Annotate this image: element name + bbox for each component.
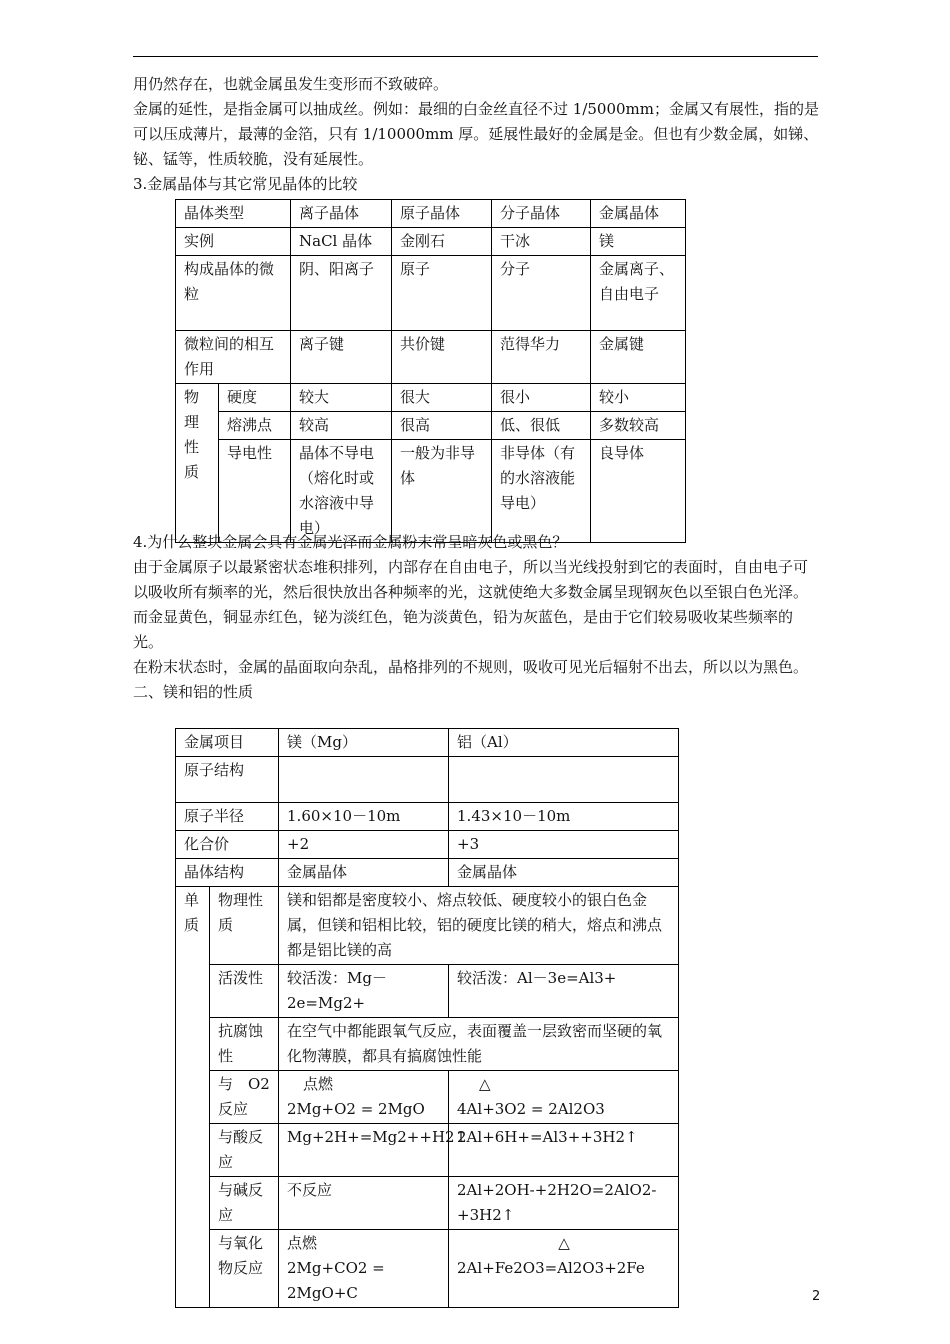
table-cell: 低、很低 [492, 412, 591, 440]
table-cell: 不反应 [279, 1177, 449, 1230]
equation: 2Mg+CO2 = 2MgO+C [287, 1259, 385, 1302]
paragraph-luster: 由于金属原子以最紧密状态堆积排列，内部存在自由电子，所以当光线投射到它的表面时，自由电子可以吸收所有频率的光，然后很快放出各种频率的光，这就使绝大多数金属呈现钢灰色以至银白色光泽。而金显黄色，铜显赤红色，铋为淡红色，铯为淡黄色，铅为灰蓝色，是由于它们较易吸收某些频率的光。 [133, 558, 809, 651]
header-rule [133, 56, 818, 57]
table-row [176, 859, 679, 887]
table-row [176, 256, 686, 331]
table-row [176, 1124, 679, 1177]
table-row [176, 803, 679, 831]
table-cell: 1.60×10－10m [279, 803, 449, 831]
equation: 2Al+Fe2O3=Al2O3+2Fe [457, 1259, 645, 1277]
paragraph-ductility: 金属的延性，是指金属可以抽成丝。例如：最细的白金丝直径不过 1/5000mm；金属又有展性，指的是可以压成薄片，最薄的金箔，只有 1/10000mm 厚。延展性最好的金属是金。但也有少数金属，如锑、铋、锰等，性质较脆，没有延展性。 [133, 100, 819, 168]
table-row [176, 1177, 679, 1230]
table-cell: 较小 [591, 384, 686, 412]
table-cell: 干冰 [492, 228, 591, 256]
table-cell: 金属晶体 [279, 859, 449, 887]
table-cell: 较活泼：Al－3e=Al3+ [449, 965, 679, 1018]
table-cell: 范得华力 [492, 331, 591, 384]
table-cell: 与酸反应 [210, 1124, 279, 1177]
ignite-condition: 点燃 [303, 1075, 334, 1093]
table-cell: 镁和铝都是密度较小、熔点较低、硬度较小的银白色金属，但镁和铝相比较，铝的硬度比镁的稍大，熔点和沸点都是铝比镁的高 [279, 887, 679, 965]
table-cell: 硬度 [219, 384, 291, 412]
table-row [176, 200, 686, 228]
table-cell: 良导体 [591, 440, 686, 543]
table-cell: NaCl 晶体 [291, 228, 392, 256]
table-cell: 较大 [291, 384, 392, 412]
table-cell: 物理性质 [176, 384, 219, 543]
equation: 2Mg+O2 = 2MgO [287, 1100, 425, 1118]
equation: 4Al+3O2 = 2Al2O3 [457, 1100, 605, 1118]
table-cell [449, 1071, 679, 1124]
page-number: 2 [812, 1289, 821, 1304]
table-cell: 很小 [492, 384, 591, 412]
table-row [176, 1230, 679, 1308]
table-row [176, 384, 686, 412]
table-cell [279, 757, 449, 803]
table-cell: Mg+2H+=Mg2++H2↑ [279, 1124, 449, 1177]
table-cell: 铝（Al） [449, 729, 679, 757]
table-cell: 2Al+6H+=Al3++3H2↑ [449, 1124, 679, 1177]
table-cell [449, 757, 679, 803]
table-cell: 金刚石 [392, 228, 492, 256]
paragraph-continuation: 用仍然存在，也就金属虽发生变形而不致破碎。 [133, 75, 449, 93]
table-cell: 一般为非导体 [392, 440, 492, 543]
table-cell: 与碱反应 [210, 1177, 279, 1230]
table-cell: 金属晶体 [449, 859, 679, 887]
table-cell: 活泼性 [210, 965, 279, 1018]
crystal-comparison-table [175, 199, 686, 543]
table-cell [449, 1230, 679, 1308]
table-cell: 单质 [176, 887, 210, 1308]
paragraph-powder: 在粉末状态时，金属的晶面取向杂乱，晶格排列的不规则，吸收可见光后辐射不出去，所以以为黑色。 [133, 658, 809, 676]
table-cell: 原子半径 [176, 803, 279, 831]
table-cell: 晶体结构 [176, 859, 279, 887]
table-cell: 原子 [392, 256, 492, 331]
table-cell: 多数较高 [591, 412, 686, 440]
table-cell: 较活泼：Mg－2e=Mg2+ [279, 965, 449, 1018]
table-row [176, 757, 679, 803]
table-row [176, 965, 679, 1018]
section-heading-3: 3.金属晶体与其它常见晶体的比较 [133, 175, 358, 193]
table-row [176, 1071, 679, 1124]
table-cell: 很大 [392, 384, 492, 412]
table-row [176, 228, 686, 256]
table-cell: 非导体（有的水溶液能导电） [492, 440, 591, 543]
table-cell: 化合价 [176, 831, 279, 859]
table-cell: 晶体不导电（熔化时或水溶液中导电） [291, 440, 392, 543]
table-row [176, 729, 679, 757]
table-cell: 微粒间的相互作用 [176, 331, 291, 384]
table-cell: 构成晶体的微粒 [176, 256, 291, 331]
table-row [176, 440, 686, 543]
table-cell: +3 [449, 831, 679, 859]
table-cell: 较高 [291, 412, 392, 440]
table-cell [279, 1230, 449, 1308]
top-text [133, 72, 821, 197]
table-cell: 共价键 [392, 331, 492, 384]
table-cell: 与 O2 反应 [210, 1071, 279, 1124]
table-cell: +2 [279, 831, 449, 859]
table-cell: 金属离子、自由电子 [591, 256, 686, 331]
table-cell: 金属键 [591, 331, 686, 384]
table-cell: 原子晶体 [392, 200, 492, 228]
ignite-condition: 点燃 [287, 1234, 318, 1252]
table-cell: 抗腐蚀性 [210, 1018, 279, 1071]
mg-al-table [175, 728, 679, 1308]
table-cell: 离子键 [291, 331, 392, 384]
table-cell: 物理性质 [210, 887, 279, 965]
table-cell: 很高 [392, 412, 492, 440]
table-cell: 晶体类型 [176, 200, 291, 228]
table-cell: 导电性 [219, 440, 291, 543]
table-cell: 金属项目 [176, 729, 279, 757]
section-heading-4: 4.为什么整块金属会具有金属光泽而金属粉末常呈暗灰色或黑色？ [133, 533, 568, 551]
table-row [176, 1018, 679, 1071]
table-cell: 实例 [176, 228, 291, 256]
table-cell: 在空气中都能跟氧气反应，表面覆盖一层致密而坚硬的氧化物薄膜，都具有搞腐蚀性能 [279, 1018, 679, 1071]
table-cell: 分子 [492, 256, 591, 331]
table-cell: 原子结构 [176, 757, 279, 803]
table-cell: 分子晶体 [492, 200, 591, 228]
table-cell: 离子晶体 [291, 200, 392, 228]
table-cell: 熔沸点 [219, 412, 291, 440]
table-row [176, 331, 686, 384]
section-heading-mg-al: 二、镁和铝的性质 [133, 683, 254, 701]
heat-condition: △ [479, 1075, 491, 1093]
table-row [176, 831, 679, 859]
table-cell: 镁（Mg） [279, 729, 449, 757]
table-row [176, 412, 686, 440]
heat-condition: △ [558, 1234, 570, 1252]
table-cell: 镁 [591, 228, 686, 256]
table-cell [279, 1071, 449, 1124]
table-row [176, 887, 679, 965]
table-cell: 2Al+2OH-+2H2O=2AlO2-+3H2↑ [449, 1177, 679, 1230]
mid-text [133, 530, 821, 705]
table-cell: 金属晶体 [591, 200, 686, 228]
table-cell: 1.43×10－10m [449, 803, 679, 831]
table-cell: 与氧化物反应 [210, 1230, 279, 1308]
table-cell: 阴、阳离子 [291, 256, 392, 331]
